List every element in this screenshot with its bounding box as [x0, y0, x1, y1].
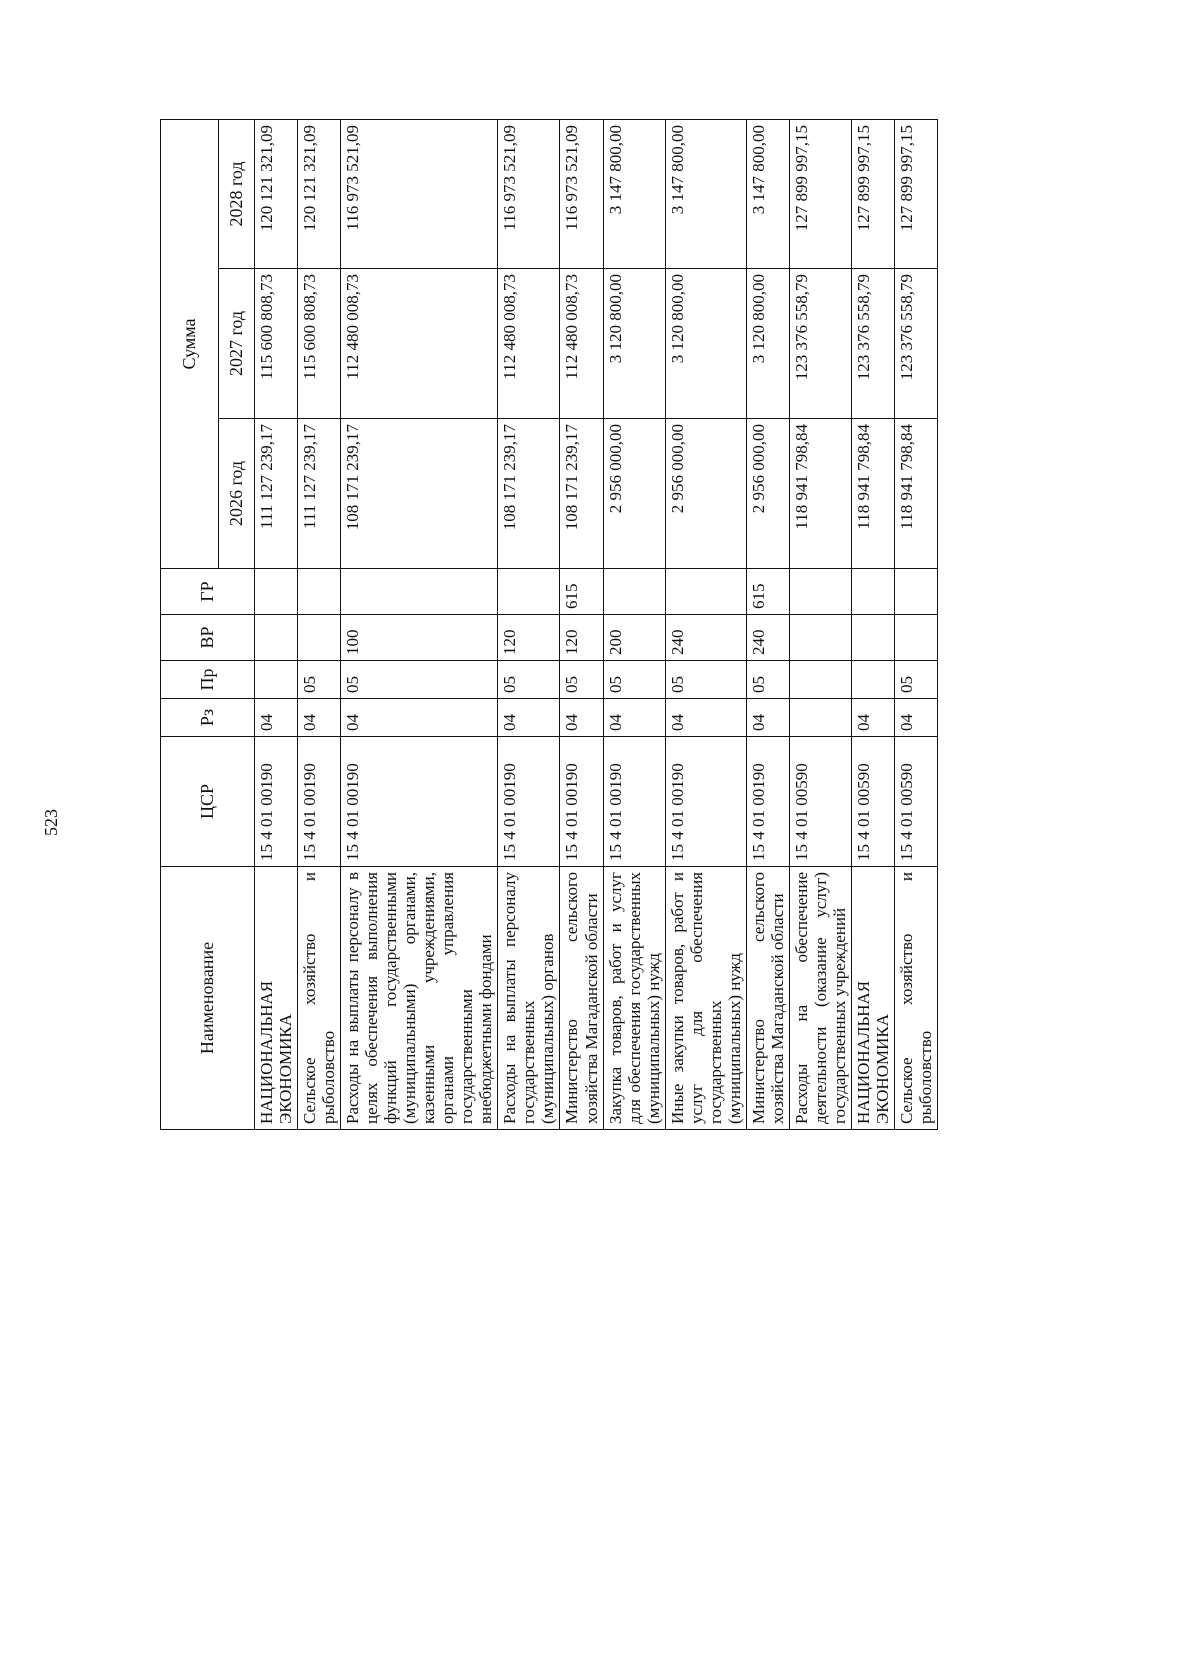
- cell-gr: [603, 569, 665, 615]
- header-rz: Рз: [161, 699, 255, 737]
- cell-2027: 3 120 800,00: [746, 269, 789, 419]
- header-2027: 2027 год: [219, 269, 255, 419]
- cell-name: Расходы на обеспечение деятельности (оказание услуг) государственных учреждений: [789, 867, 851, 1130]
- cell-gr: [298, 569, 341, 615]
- cell-vr: 200: [603, 615, 665, 661]
- cell-2026: 2 956 000,00: [746, 419, 789, 569]
- cell-rz: 04: [851, 699, 894, 737]
- cell-2027: 115 600 808,73: [298, 269, 341, 419]
- page-number: 523: [41, 809, 61, 836]
- cell-name: Закупка товаров, работ и услуг для обеспечения государственных (муниципальных) нужд: [603, 867, 665, 1130]
- cell-gr: [341, 569, 498, 615]
- cell-gr: [894, 569, 937, 615]
- header-row-1: [161, 120, 219, 1130]
- cell-2027: 123 376 558,79: [789, 269, 851, 419]
- cell-csr: 15 4 01 00190: [746, 737, 789, 867]
- cell-pr: 05: [298, 661, 341, 699]
- cell-2026: 118 941 798,84: [789, 419, 851, 569]
- cell-vr: 120: [498, 615, 560, 661]
- cell-2027: 115 600 808,73: [255, 269, 298, 419]
- cell-2028: 3 147 800,00: [746, 120, 789, 269]
- cell-csr: 15 4 01 00590: [851, 737, 894, 867]
- table-row: [341, 120, 498, 1130]
- table-row: [498, 120, 560, 1130]
- cell-vr: [851, 615, 894, 661]
- cell-gr: [789, 569, 851, 615]
- cell-2026: 118 941 798,84: [851, 419, 894, 569]
- cell-rz: [789, 699, 851, 737]
- cell-name: Расходы на выплаты персоналу государственных (муниципальных) органов: [498, 867, 560, 1130]
- cell-csr: 15 4 01 00590: [789, 737, 851, 867]
- cell-2028: 116 973 521,09: [341, 120, 498, 269]
- cell-2026: 111 127 239,17: [255, 419, 298, 569]
- cell-2028: 127 899 997,15: [789, 120, 851, 269]
- cell-vr: 100: [341, 615, 498, 661]
- cell-gr: 615: [560, 569, 603, 615]
- cell-rz: 04: [298, 699, 341, 737]
- cell-name: Иные закупки товаров, работ и услуг для обеспечения государственных (муниципальных) нужд: [665, 867, 746, 1130]
- cell-pr: 05: [746, 661, 789, 699]
- cell-2028: 3 147 800,00: [603, 120, 665, 269]
- cell-pr: 05: [603, 661, 665, 699]
- cell-pr: [851, 661, 894, 699]
- table-row: [298, 120, 341, 1130]
- cell-rz: 04: [603, 699, 665, 737]
- cell-pr: [789, 661, 851, 699]
- cell-csr: 15 4 01 00190: [298, 737, 341, 867]
- cell-2027: 3 120 800,00: [603, 269, 665, 419]
- table-row: [560, 120, 603, 1130]
- cell-pr: [255, 661, 298, 699]
- cell-vr: 240: [746, 615, 789, 661]
- header-gr: ГР: [161, 569, 255, 615]
- cell-gr: [665, 569, 746, 615]
- cell-2028: 120 121 321,09: [298, 120, 341, 269]
- cell-2026: 2 956 000,00: [665, 419, 746, 569]
- budget-table: [160, 119, 938, 1130]
- cell-name: Министерство сельского хозяйства Магаданской области: [746, 867, 789, 1130]
- cell-2027: 123 376 558,79: [894, 269, 937, 419]
- header-pr: Пр: [161, 661, 255, 699]
- cell-name: Сельское хозяйство и рыболовство: [894, 867, 937, 1130]
- cell-gr: 615: [746, 569, 789, 615]
- cell-2028: 116 973 521,09: [498, 120, 560, 269]
- rotated-table-container: [160, 120, 1090, 1130]
- cell-gr: [498, 569, 560, 615]
- cell-vr: 120: [560, 615, 603, 661]
- header-2026: 2026 год: [219, 419, 255, 569]
- cell-2027: 112 480 008,73: [341, 269, 498, 419]
- cell-csr: 15 4 01 00190: [498, 737, 560, 867]
- header-name: Наименование: [161, 867, 255, 1130]
- cell-rz: 04: [560, 699, 603, 737]
- cell-pr: 05: [560, 661, 603, 699]
- cell-vr: [789, 615, 851, 661]
- cell-2028: 3 147 800,00: [665, 120, 746, 269]
- table-row: [851, 120, 894, 1130]
- table-row: [603, 120, 665, 1130]
- cell-2028: 120 121 321,09: [255, 120, 298, 269]
- cell-vr: [894, 615, 937, 661]
- table-row: [894, 120, 937, 1130]
- cell-vr: [255, 615, 298, 661]
- cell-csr: 15 4 01 00590: [894, 737, 937, 867]
- cell-rz: 04: [746, 699, 789, 737]
- cell-rz: 04: [894, 699, 937, 737]
- cell-vr: 240: [665, 615, 746, 661]
- cell-pr: 05: [894, 661, 937, 699]
- table-row: [665, 120, 746, 1130]
- cell-2028: 116 973 521,09: [560, 120, 603, 269]
- header-vr: ВР: [161, 615, 255, 661]
- cell-rz: 04: [341, 699, 498, 737]
- header-2028: 2028 год: [219, 120, 255, 269]
- header-sum: Сумма: [161, 120, 219, 569]
- table-row: [746, 120, 789, 1130]
- cell-name: Министерство сельского хозяйства Магаданской области: [560, 867, 603, 1130]
- cell-2027: 3 120 800,00: [665, 269, 746, 419]
- cell-2026: 111 127 239,17: [298, 419, 341, 569]
- cell-2027: 123 376 558,79: [851, 269, 894, 419]
- cell-2028: 127 899 997,15: [851, 120, 894, 269]
- cell-vr: [298, 615, 341, 661]
- header-csr: ЦСР: [161, 737, 255, 867]
- cell-2026: 108 171 239,17: [341, 419, 498, 569]
- cell-gr: [851, 569, 894, 615]
- cell-2027: 112 480 008,73: [560, 269, 603, 419]
- cell-csr: 15 4 01 00190: [665, 737, 746, 867]
- cell-pr: 05: [665, 661, 746, 699]
- cell-name: Сельское хозяйство и рыболовство: [298, 867, 341, 1130]
- cell-2026: 108 171 239,17: [498, 419, 560, 569]
- cell-2027: 112 480 008,73: [498, 269, 560, 419]
- cell-name: НАЦИОНАЛЬНАЯ ЭКОНОМИКА: [255, 867, 298, 1130]
- cell-name: Расходы на выплаты персоналу в целях обеспечения выполнения функций государственными (муниципальными) органами, казенными учреждениями, органами управления государственными внебюджетными фондами: [341, 867, 498, 1130]
- table-row: [255, 120, 298, 1130]
- cell-csr: 15 4 01 00190: [255, 737, 298, 867]
- cell-name: НАЦИОНАЛЬНАЯ ЭКОНОМИКА: [851, 867, 894, 1130]
- cell-2026: 108 171 239,17: [560, 419, 603, 569]
- cell-csr: 15 4 01 00190: [560, 737, 603, 867]
- table-body: [255, 120, 938, 1130]
- cell-rz: 04: [665, 699, 746, 737]
- cell-rz: 04: [498, 699, 560, 737]
- cell-csr: 15 4 01 00190: [341, 737, 498, 867]
- cell-csr: 15 4 01 00190: [603, 737, 665, 867]
- cell-gr: [255, 569, 298, 615]
- table-row: [789, 120, 851, 1130]
- cell-pr: 05: [341, 661, 498, 699]
- cell-rz: 04: [255, 699, 298, 737]
- cell-2026: 118 941 798,84: [894, 419, 937, 569]
- cell-pr: 05: [498, 661, 560, 699]
- cell-2026: 2 956 000,00: [603, 419, 665, 569]
- cell-2028: 127 899 997,15: [894, 120, 937, 269]
